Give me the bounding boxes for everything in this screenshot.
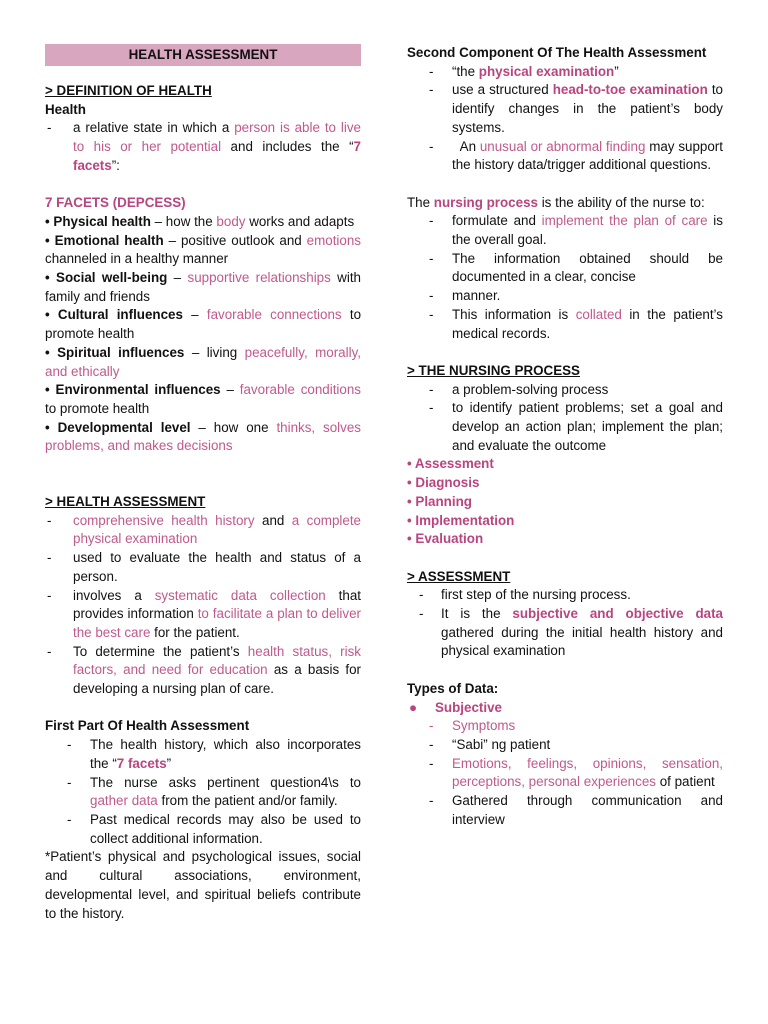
facets-header: 7 FACETS (DEPCESS): [45, 195, 186, 211]
subjective-list: [407, 717, 723, 829]
text: ”:: [111, 157, 120, 173]
list-item: - “Sabi” ng patient: [429, 736, 551, 752]
highlight: person is able to live to his or her potential: [73, 120, 361, 155]
facet-item: • Cultural influences – favorable connections to promote health: [45, 307, 362, 342]
health-assessment-list: [45, 512, 361, 699]
health-term: Health: [45, 101, 86, 117]
facet-item: • Emotional health – positive outlook and emotions channeled in a healthy manner: [45, 232, 361, 267]
dash-marker: -: [47, 120, 52, 136]
bullet-icon: ●: [409, 699, 418, 715]
list-item: - involves a systematic data collection that provides information to facilitate a plan to deliver the best care for the patient.: [47, 587, 361, 640]
nursing-process-intro: The nursing process is the ability of the nurse to:: [407, 194, 705, 210]
list-item: - first step of the nursing process.: [419, 587, 631, 603]
facet-item: • Social well-being – supportive relationships with family and friends: [45, 270, 361, 304]
second-component-header: Second Component Of The Health Assessment: [407, 45, 707, 60]
text: and includes the “: [221, 139, 354, 155]
list-item: - use a structured head-to-toe examination to identify changes in the patient’s body systems.: [429, 82, 723, 135]
first-part-header: First Part Of Health Assessment: [45, 718, 250, 734]
list-item: - Emotions, feelings, opinions, sensation, perceptions, personal experiences of patient: [429, 755, 723, 790]
list-item: - a problem-solving process: [429, 381, 609, 397]
list-item: - used to evaluate the health and status of a person.: [47, 550, 361, 584]
definition-item: [45, 119, 361, 175]
step-assessment: • Assessment: [407, 456, 494, 472]
list-item: - to identify patient problems; set a goal and develop an action plan; implement the plan; and evaluate the outcome: [429, 400, 723, 453]
list-item: - This information is collated in the patient’s medical records.: [429, 306, 723, 341]
definition-header: > DEFINITION OF HEALTH: [45, 83, 212, 98]
facet-item: • Spiritual influences – living peacefully, morally, and ethically: [45, 344, 361, 379]
assessment-header: > ASSESSMENT: [407, 568, 511, 584]
step-planning: • Planning: [407, 493, 472, 509]
facet-item: • Environmental influences – favorable conditions to promote health: [45, 382, 361, 416]
list-item: - “the physical examination”: [429, 63, 619, 79]
text: a relative state in which a: [73, 120, 235, 136]
list-item: - manner.: [429, 288, 501, 304]
first-part-list: [45, 736, 361, 848]
step-evaluation: • Evaluation: [407, 531, 484, 547]
process-steps: [407, 455, 723, 549]
facets-list: [45, 213, 361, 456]
list-item: - The health history, which also incorporates the “7 facets”: [67, 737, 361, 771]
right-column: [407, 44, 727, 829]
assessment-list: [407, 586, 723, 661]
subjective-heading: ● Subjective: [407, 699, 723, 718]
health-assessment-header: > HEALTH ASSESSMENT: [45, 494, 206, 510]
step-diagnosis: • Diagnosis: [407, 475, 480, 491]
list-item: - formulate and implement the plan of care is the overall goal.: [429, 213, 723, 248]
history-note: *Patient’s physical and psychological issues, social and cultural associations, environment, developmental level, and spiritual beliefs contribute to the history.: [45, 849, 361, 921]
highlight: 7 facets: [73, 139, 361, 173]
list-item: - Past medical records may also be used to collect additional information.: [67, 811, 361, 846]
facet-item: • Physical health – how the body works and adapts: [45, 213, 355, 229]
list-item: - To determine the patient’s health status, risk factors, and need for education as a basis for developing a nursing plan of care.: [47, 643, 362, 697]
nursing-process-list: [407, 212, 723, 343]
types-of-data-header: Types of Data:: [407, 680, 499, 696]
list-item: - comprehensive health history and a complete physical examination: [47, 512, 361, 547]
list-item: - An unusual or abnormal finding may support the history data/trigger additional questions.: [429, 138, 727, 173]
list-item: - The nurse asks pertinent question4\s to gather data from the patient and/or family.: [67, 774, 361, 809]
list-item: - The information obtained should be documented in a clear, concise: [429, 250, 723, 285]
left-column: [45, 44, 361, 923]
second-component-list: [407, 63, 727, 175]
facet-item: • Developmental level – how one thinks, solves problems, and makes decisions: [45, 419, 361, 454]
process-list: [407, 381, 723, 456]
nursing-process-header: > THE NURSING PROCESS: [407, 362, 580, 378]
list-item: - Gathered through communication and interview: [429, 793, 723, 827]
page-title: HEALTH ASSESSMENT: [45, 44, 361, 66]
step-implementation: • Implementation: [407, 512, 515, 528]
list-item: - It is the subjective and objective data gathered during the initial health history and physical examination: [419, 606, 723, 659]
list-item: - Symptoms: [429, 718, 516, 734]
